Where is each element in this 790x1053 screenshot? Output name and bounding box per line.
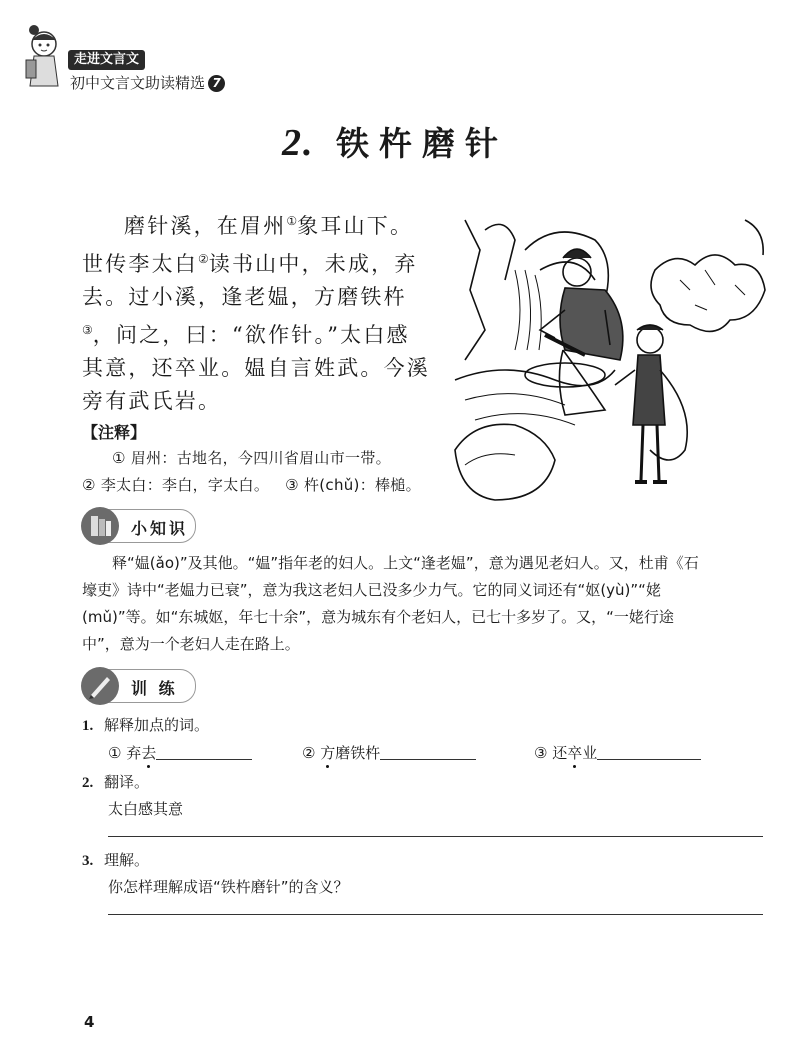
- item-label: ③ 还: [534, 744, 568, 762]
- item-label: 磨铁杵: [335, 744, 381, 762]
- illustration: [445, 210, 775, 510]
- lesson-number: 2.: [282, 122, 315, 164]
- volume-badge: 7: [208, 75, 225, 92]
- answer-blank[interactable]: [597, 745, 701, 760]
- notes-heading: 【注释】: [82, 423, 147, 442]
- lesson-title: [0, 118, 790, 165]
- dotted-char: 方: [320, 744, 336, 762]
- book-title-text: 初中文言文助读精选: [70, 74, 206, 92]
- dotted-char: 去: [141, 744, 157, 762]
- translate-sentence: 太白感其意: [108, 800, 184, 818]
- text-segment: 磨针溪，在眉州: [124, 214, 287, 238]
- question-1: [82, 714, 209, 735]
- question-text: 理解。: [104, 851, 150, 869]
- question-text: 解释加点的词。: [104, 716, 210, 734]
- idiom-question: 你怎样理解成语“铁杵磨针”的含义？: [108, 878, 349, 896]
- exercise-label: 训 练: [131, 679, 178, 698]
- note-2: ② 李太白：李白，字太白。: [82, 476, 270, 494]
- question-number: 1.: [82, 718, 94, 734]
- q1-item-a: [108, 742, 252, 763]
- text-segment: 象耳山下。世传李太白: [82, 214, 414, 276]
- pencil-icon: [81, 667, 119, 705]
- answer-blank[interactable]: [156, 745, 252, 760]
- notes-line-2: [82, 474, 421, 495]
- answer-line[interactable]: [108, 914, 763, 915]
- book-title: [70, 72, 225, 93]
- classical-text: [82, 205, 430, 418]
- question-text: 翻译。: [104, 773, 150, 791]
- question-2: [82, 771, 149, 792]
- note-1: ① 眉州：古地名，今四川省眉山市一带。: [112, 449, 391, 467]
- knowledge-badge: [82, 509, 196, 543]
- lesson-title-text: 铁杵磨针: [336, 124, 508, 163]
- text-segment: 读书山中，未成，弃去。过小溪，逢老媪，方磨铁杵: [82, 252, 418, 309]
- footnote-ref: ②: [198, 252, 209, 266]
- question-number: 3.: [82, 853, 94, 869]
- item-label: ②: [302, 744, 321, 762]
- answer-blank[interactable]: [380, 745, 476, 760]
- question-3: [82, 849, 149, 870]
- note-3: ③ 杵(chǔ)：棒槌。: [285, 476, 421, 494]
- exercise-badge: [82, 669, 196, 703]
- page-number: 4: [84, 1013, 95, 1031]
- knowledge-label: 小知识: [131, 519, 189, 538]
- q1-item-c: [534, 742, 701, 763]
- book-icon: [81, 507, 119, 545]
- item-label: ① 弃: [108, 744, 142, 762]
- footnote-ref: ③: [82, 323, 93, 337]
- dotted-char: 卒: [567, 744, 583, 762]
- mascot-logo: [22, 22, 66, 92]
- knowledge-text: 释“媪(ǎo)”及其他。“媪”指年老的妇人。上文“逢老媪”，意为遇见老妇人。又，杜甫《石壕吏》诗中“老媪力已衰”，意为我这老妇人已没多少力气。它的同义词还有“妪(yù)”“姥(mǔ)”等。如“东城妪，年七十余”，意为城东有个老妇人，已七十多岁了。又，“一姥行途中”，意为一个老妇人走在路上。: [82, 554, 699, 653]
- text-segment: ，问之，曰：“欲作针。”太白感其意，还卒业。媪自言姓武。今溪旁有武氏岩。: [82, 323, 430, 413]
- footnote-ref: ①: [286, 214, 298, 228]
- item-label: 业: [582, 744, 598, 762]
- q1-item-b: [302, 742, 476, 763]
- answer-line[interactable]: [108, 836, 763, 837]
- series-banner: 走进文言文: [68, 50, 145, 70]
- question-number: 2.: [82, 775, 94, 791]
